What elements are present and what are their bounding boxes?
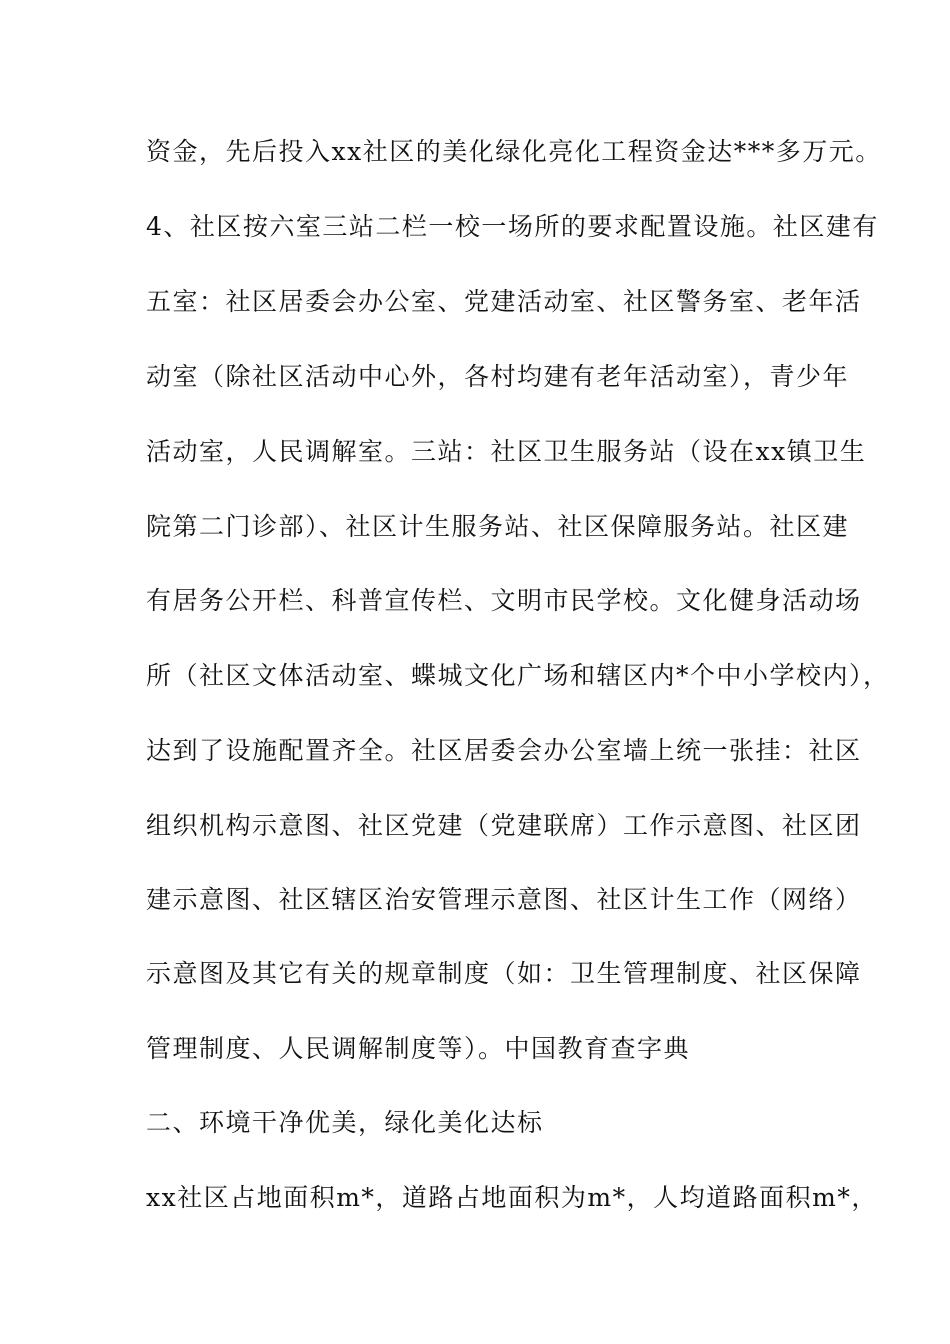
text-line: 4、社区按六室三站二栏一校一场所的要求配置设施。社区建有 [146, 212, 879, 241]
text-line: 院第二门诊部）、社区计生服务站、社区保障服务站。社区建 [146, 512, 850, 541]
text-line: 组织机构示意图、社区党建（党建联席）工作示意图、社区团 [146, 811, 862, 840]
text-line: 资金，先后投入xx社区的美化绿化亮化工程资金达***多万元。 [146, 137, 882, 166]
text-line: 五室：社区居委会办公室、党建活动室、社区警务室、老年活 [146, 287, 862, 316]
text-line: 有居务公开栏、科普宣传栏、文明市民学校。文化健身活动场 [146, 586, 862, 615]
text-line: 建示意图、社区辖区治安管理示意图、社区计生工作（网络） [146, 885, 862, 914]
text-line: xx社区占地面积m*，道路占地面积为m*，人均道路面积m*， [146, 1183, 878, 1212]
text-line: 活动室，人民调解室。三站：社区卫生服务站（设在xx镇卫生 [146, 437, 867, 466]
section-heading: 二、环境干净优美，绿化美化达标 [146, 1108, 544, 1137]
text-line: 达到了设施配置齐全。社区居委会办公室墙上统一张挂：社区 [146, 736, 862, 765]
text-line: 示意图及其它有关的规章制度（如：卫生管理制度、社区保障 [146, 959, 862, 988]
text-line: 所（社区文体活动室、蝶城文化广场和辖区内*个中小学校内）， [146, 661, 890, 690]
text-line: 管理制度、人民调解制度等）。中国教育查字典 [146, 1034, 691, 1063]
text-line: 动室（除社区活动中心外，各村均建有老年活动室），青少年 [146, 362, 850, 391]
